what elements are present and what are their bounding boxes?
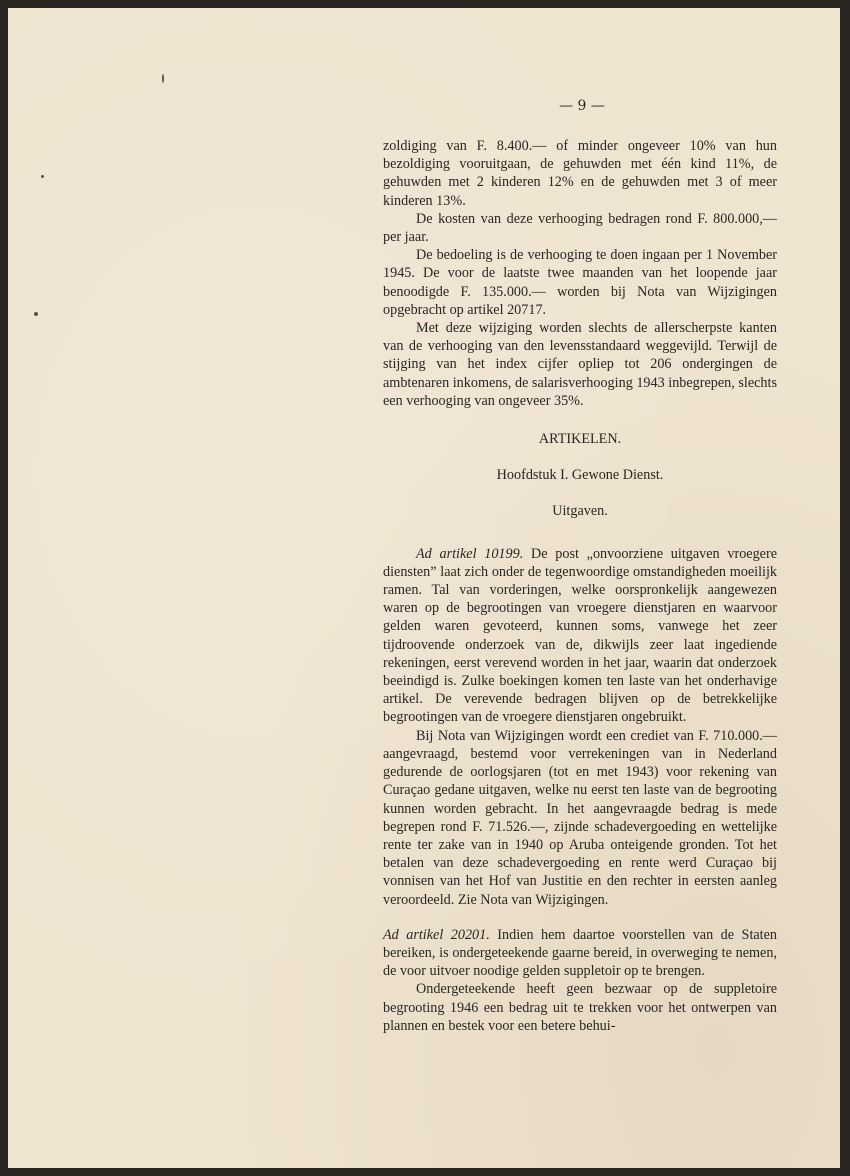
- paragraph-article-10199: [383, 545, 777, 727]
- document-page: [8, 8, 840, 1168]
- paragraph-supplementary-budget: Ondergeteekende heeft geen bezwaar op de suppletoire begrooting 1946 een bedrag uit te trekken voor het ontwerpen van plannen en bestek voor een betere behui-: [383, 981, 777, 1034]
- article-text: Indien hem daartoe voorstellen van de Staten bereiken, is ondergeteekende gaarne bereid, in overweging te nemen, de voor uitvoer noodige gelden suppletoir op te brengen.: [383, 926, 778, 980]
- paragraph-living-standard: Met deze wijziging worden slechts de allerscherpste kanten van de verhooging van den levensstandaard weggevijld. Terwijl de stijging van het index cijfer opliep tot 206 ondergingen de ambtenaren inkomens, de salarisverhooging 1943 inbegrepen, slechts een verhooging van ongeveer 35%.: [383, 320, 777, 409]
- paragraph-credit: Bij Nota van Wijzigingen wordt een crediet van F. 710.000.— aangevraagd, bestemd voor verrekeningen van in Nederland gedurende de oorlogsjaren (tot en met 1943) voor rekening van Curaçao gedane uitgaven, welke nu eerst ten laste van de begrooting kunnen worden gebracht. In het aangevraagde bedrag is mede begrepen rond F. 71.526.—, zijnde schadevergoeding en wettelijke rente ter zake van in 1940 op Aruba onteigende gronden. Tot het betalen van deze schadevergoeding en rente werd Curaçao bij vonnisen van het Hof van Justitie en den rechter in eersten aanleg veroordeeld. Zie Nota van Wijzigingen.: [383, 727, 777, 908]
- heading-artikelen: ARTIKELEN.: [538, 431, 622, 448]
- speck-mark: [162, 74, 164, 83]
- paragraph-salary-increase: zoldiging van F. 8.400.— of minder ongeveer 10% van hun bezoldiging vooruitgaan, de gehuwden met één kind 11%, de gehuwden met 2 kinderen 12% en de gehuwden met 3 of meer kinderen 13%.: [383, 138, 777, 209]
- paragraph-intent: De bedoeling is de verhooging te doen ingaan per 1 November 1945. De voor de laatste twee maanden van het loopende jaar benoodigde F. 135.000.— worden bij Nota van Wijzigingen opgebracht op artikel 20717.: [383, 247, 777, 318]
- heading-uitgaven: Uitgaven.: [552, 503, 608, 520]
- article-text: De post „onvoorziene uitgaven vroegere diensten” laat zich onder de tegenwoordige omstandigheden moeilijk ramen. Tal van vorderingen, welke oorspronkelijk aangewezen waren op de begrootingen van vroegere dienstjaren en waarvoor gelden waren gevoteerd, kunnen soms, vanwege het zeer tijdroovende onderzoek van de, dikwijls zeer laat ingediende rekeningen, eerst verevend worden in het jaar, waarin dat onderzoek beeindigd is. Zulke boekingen komen ten laste van het onderhavige artikel. De verevende bedragen blijven op de betrekkelijke begrootingen van de vroegere dienstjaren ongebruikt.: [383, 545, 777, 726]
- paragraph-article-20201: [383, 926, 777, 981]
- body-text-column: [383, 137, 777, 1035]
- page-number: — 9 —: [559, 98, 605, 114]
- heading-hoofdstuk: Hoofdstuk I. Gewone Dienst.: [496, 467, 664, 484]
- paragraph-costs: De kosten van deze verhooging bedragen rond F. 800.000,— per jaar.: [383, 210, 777, 246]
- speck-mark: [34, 312, 38, 316]
- article-label: Ad artikel 20201.: [383, 926, 490, 943]
- speck-mark: [41, 175, 44, 178]
- article-label: Ad artikel 10199.: [416, 545, 524, 562]
